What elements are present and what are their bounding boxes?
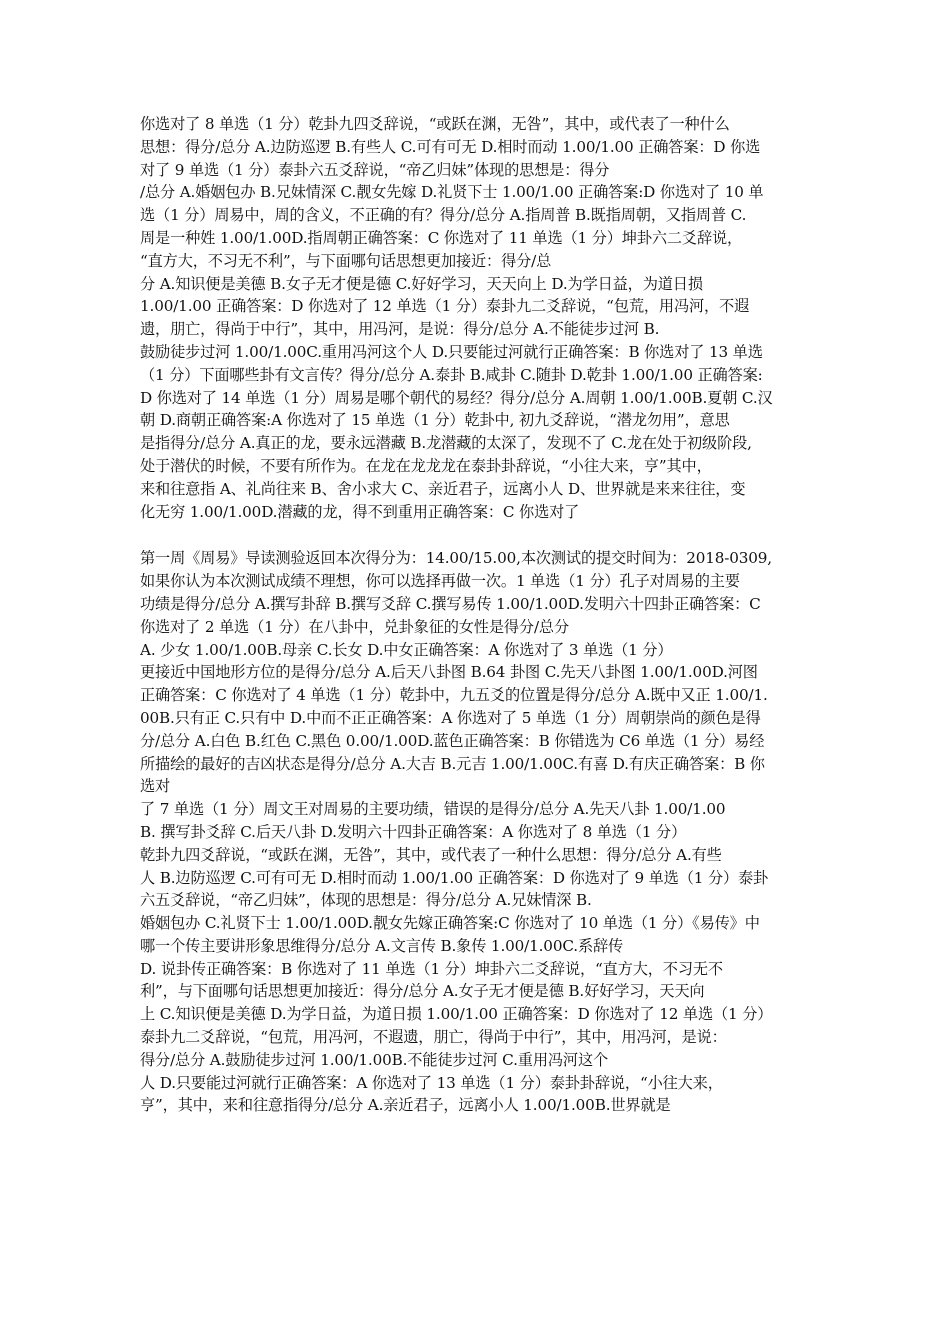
text-line: 朝 D.商朝正确答案:A 你选对了 15 单选（1 分）乾卦中, 初九爻辞说，“潜龙勿用”，意思 [140,411,730,430]
text-line: 人 B.边防巡逻 C.可有可无 D.相时而动 1.00/1.00 正确答案：D 你选对了 9 单选（1 分）泰卦 [140,868,769,887]
text-line: 人 D.只要能过河就行正确答案：A 你选对了 13 单选（1 分）泰卦卦辞说，“小往大来， [140,1073,723,1092]
text-line: 遗，朋亡，得尚于中行”，其中，用冯河，是说：得分/总分 A.不能徒步过河 B. [140,320,660,339]
text-line: 你选对了 8 单选（1 分）乾卦九四爻辞说，“或跃在渊，无咎”，其中，或代表了一种什么 [140,115,730,133]
text-line: 是指得分/总分 A.真正的龙，要永远潜藏 B.龙潜藏的太深了，发现不了 C.龙在处于初级阶段, [140,434,752,453]
text-line: 选（1 分）周易中，周的含义，不正确的有？得分/总分 A.指周普 B.既指周朝，又指周普 C. [140,206,747,225]
text-line: 思想：得分/总分 A.边防巡逻 B.有些人 C.可有可无 D.相时而动 1.00/1.00 正确答案：D 你选 [140,137,761,156]
text-line: 鼓励徒步过河 1.00/1.00C.重用冯河这个人 D.只要能过河就行正确答案：B 你选对了 13 单选 [140,342,763,361]
text-line: D 你选对了 14 单选（1 分）周易是哪个朝代的易经？得分/总分 A.周朝 1.00/1.00B.夏朝 C.汉 [140,388,773,407]
text-line: D. 说卦传正确答案：B 你选对了 11 单选（1 分）坤卦六二爻辞说，“直方大，不习无不 [140,959,723,978]
text-line: 功绩是得分/总分 A.撰写卦辞 B.撰写爻辞 C.撰写易传 1.00/1.00D.发明六十四卦正确答案：C [140,594,761,613]
text-line: B. 撰写卦爻辞 C.后天八卦 D.发明六十四卦正确答案：A 你选对了 8 单选（1 分） [140,822,687,841]
text-line: 哪一个传主要讲形象思维得分/总分 A.文言传 B.象传 1.00/1.00C.系辞传 [140,936,624,955]
text-line: 选对 [140,777,171,796]
paragraph-1 [140,113,820,523]
paragraph-gap [140,523,820,547]
text-line: （1 分）下面哪些卦有文言传？得分/总分 A.泰卦 B.咸卦 C.随卦 D.乾卦 1.00/1.00 正确答案: [140,365,763,384]
text-line: 处于潜伏的时候，不要有所作为。在龙在龙龙龙在泰卦卦辞说，“小往大来，亨”其中， [140,456,712,475]
text-line: 得分/总分 A.鼓励徒步过河 1.00/1.00B.不能徒步过河 C.重用冯河这个 [140,1050,609,1069]
text-line: 亨”，其中，来和往意指得分/总分 A.亲近君子，远离小人 1.00/1.00B.世界就是 [140,1096,671,1115]
text-line: /总分 A.婚姻包办 B.兄妹情深 C.靓女先嫁 D.礼贤下士 1.00/1.00 正确答案:D 你选对了 10 单 [140,183,764,202]
text-line: 泰卦九二爻辞说，“包荒，用冯河，不遐遗，朋亡，得尚于中行”，其中，用冯河，是说： [140,1028,727,1047]
text-line: 更接近中国地形方位的是得分/总分 A.后天八卦图 B.64 卦图 C.先天八卦图 1.00/1.00D.河图 [140,663,758,682]
text-line: 1.00/1.00 正确答案：D 你选对了 12 单选（1 分）泰卦九二爻辞说，“包荒，用冯河，不遐 [140,297,750,316]
text-line: 第一周《周易》导读测验返回本次得分为：14.00/15.00,本次测试的提交时间为：2018-0309, [140,549,772,568]
text-line: 分/总分 A.白色 B.红色 C.黑色 0.00/1.00D.蓝色正确答案：B 你错选为 C6 单选（1 分）易经 [140,731,765,750]
text-line: 你选对了 2 单选（1 分）在八卦中，兑卦象征的女性是得分/总分 [140,617,570,636]
text-line: 如果你认为本次测试成绩不理想，你可以选择再做一次。1 单选（1 分）孔子对周易的主要 [140,572,740,591]
text-line: 六五爻辞说，“帝乙归妹”，体现的思想是：得分/总分 A.兄妹情深 B. [140,891,592,910]
text-line: 正确答案：C 你选对了 4 单选（1 分）乾卦中，九五爻的位置是得分/总分 A.既中又正 1.00/1. [140,686,768,705]
text-line: 来和往意指 A、礼尚往来 B、舍小求大 C、亲近君子，远离小人 D、世界就是来来往往，变 [140,479,746,498]
text-line: 00B.只有正 C.只有中 D.中而不正正确答案：A 你选对了 5 单选（1 分）周朝崇尚的颜色是得 [140,708,761,727]
text-line: “直方大，不习无不利”，与下面哪句话思想更加接近：得分/总 [140,251,552,270]
text-line: 上 C.知识便是美德 D.为学日益，为道日损 1.00/1.00 正确答案：D 你选对了 12 单选（1 分） [140,1005,773,1024]
document-page [140,113,820,1117]
text-line: 利”，与下面哪句话思想更加接近：得分/总分 A.女子无才便是德 B.好好学习，天天向 [140,982,705,1001]
text-line: 对了 9 单选（1 分）泰卦六五爻辞说，“帝乙归妹”体现的思想是：得分 [140,160,610,179]
text-line: A. 少女 1.00/1.00B.母亲 C.长女 D.中女正确答案：A 你选对了 3 单选（1 分） [140,640,673,659]
text-line: 化无穷 1.00/1.00D.潜藏的龙，得不到重用正确答案：C 你选对了 [140,502,580,521]
text-line: 所描绘的最好的吉凶状态是得分/总分 A.大吉 B.元吉 1.00/1.00C.有喜 D.有庆正确答案：B 你 [140,754,765,773]
text-line: 分 A.知识便是美德 B.女子无才便是德 C.好好学习，天天向上 D.为学日益，为道日损 [140,274,703,293]
text-line: 乾卦九四爻辞说，“或跃在渊，无咎”，其中，或代表了一种什么思想：得分/总分 A.有些 [140,845,722,864]
text-line: 婚姻包办 C.礼贤下士 1.00/1.00D.靓女先嫁正确答案:C 你选对了 10 单选（1 分）《易传》中 [140,914,760,933]
text-line: 了 7 单选（1 分）周文王对周易的主要功绩，错误的是得分/总分 A.先天八卦 1.00/1.00 [140,800,726,819]
paragraph-2 [140,547,820,1117]
text-line: 周是一种姓 1.00/1.00D.指周朝正确答案：C 你选对了 11 单选（1 分）坤卦六二爻辞说， [140,228,743,247]
